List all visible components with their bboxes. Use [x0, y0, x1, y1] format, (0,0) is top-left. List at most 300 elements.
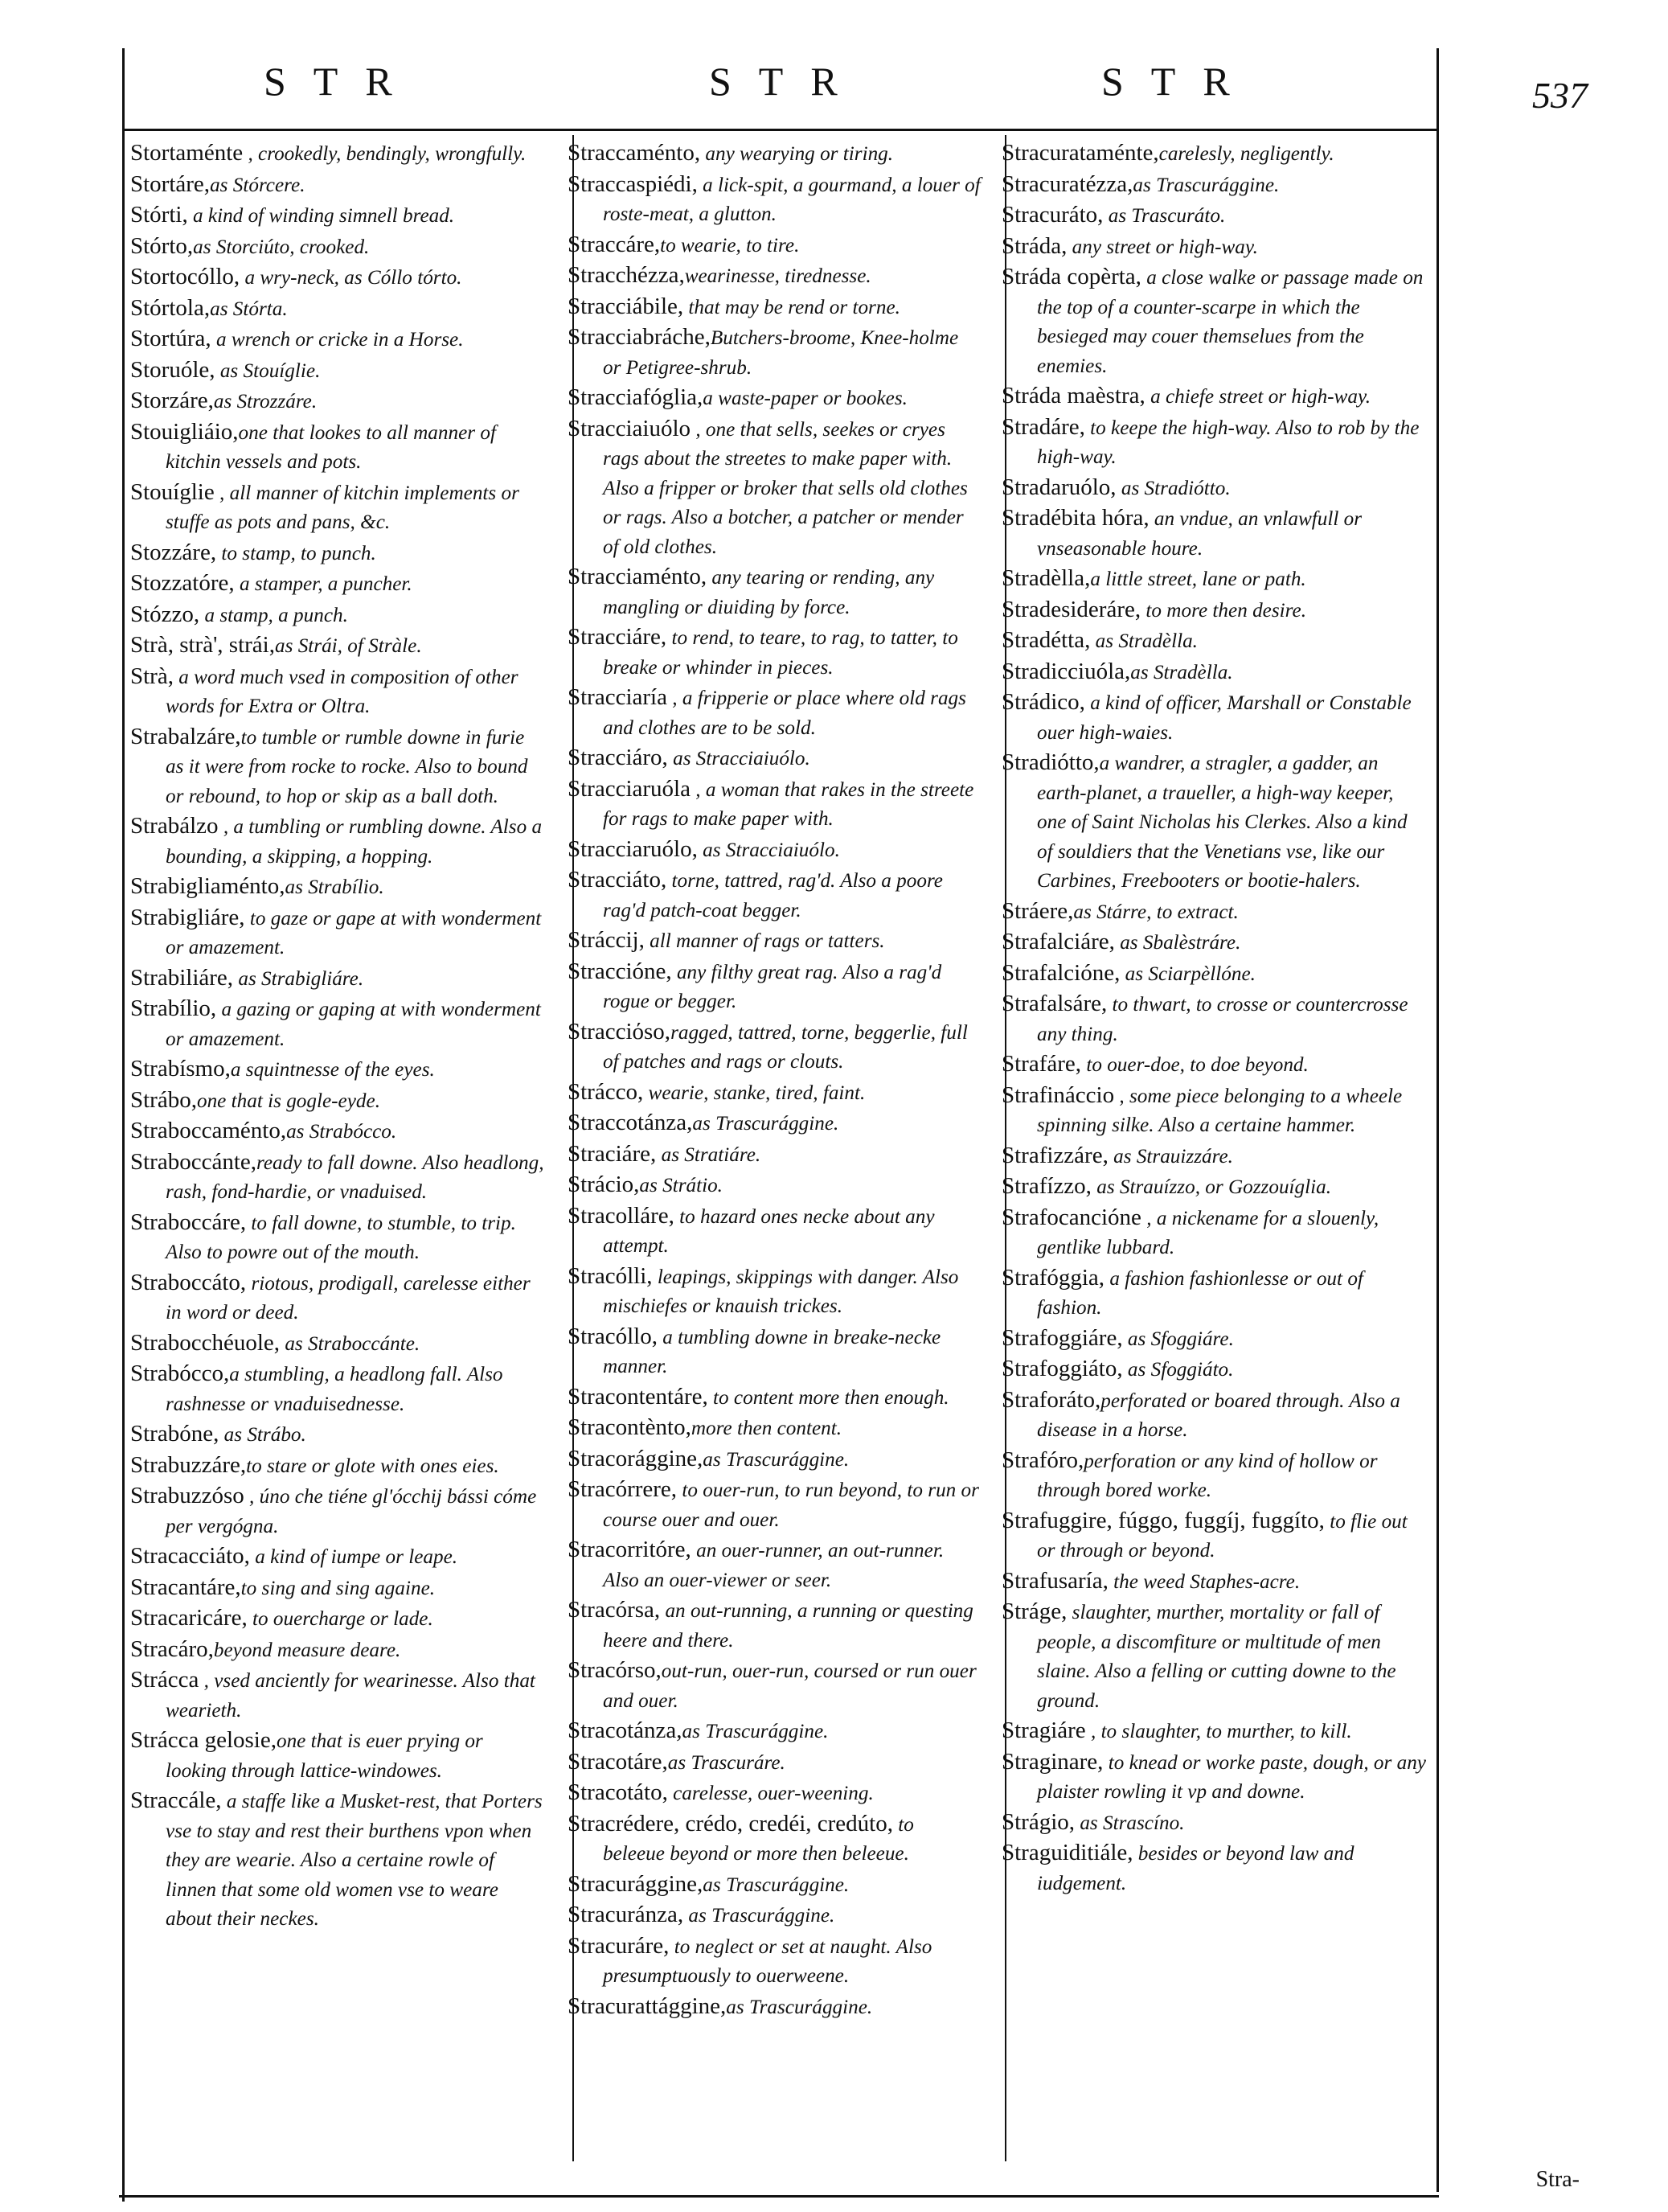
dictionary-entry: [1002, 1141, 1426, 1172]
entry-definition: as Stradèlla.: [1090, 630, 1198, 652]
dictionary-entry: [568, 562, 981, 622]
dictionary-entry: [130, 1328, 545, 1360]
dictionary-entry: [568, 1322, 981, 1382]
dictionary-entry: [1002, 1354, 1426, 1385]
entry-definition: as Strascíno.: [1075, 1812, 1185, 1834]
dictionary-entry: [1002, 1808, 1426, 1839]
entry-headword: Strafalciáre,: [1002, 929, 1115, 954]
dictionary-entry: [1002, 1838, 1426, 1898]
dictionary-entry: [1002, 200, 1426, 232]
entry-definition: as Trascurággine.: [703, 1448, 850, 1471]
entry-definition: riotous, prodigall, carelesse either in word or deed.: [166, 1272, 531, 1324]
entry-headword: Stradébita hóra,: [1002, 505, 1150, 531]
entry-headword: Strácco,: [568, 1078, 644, 1105]
entry-definition: torne, tattred, rag'd. Also a poore rag'd patch-coat begger.: [603, 870, 943, 921]
entry-headword: Stracciabráche,: [568, 324, 711, 350]
entry-headword: Stráda,: [1002, 232, 1068, 259]
dictionary-entry: [568, 1475, 981, 1535]
dictionary-entry: [1002, 626, 1426, 657]
entry-definition: as Trascurággine.: [682, 1721, 829, 1742]
dictionary-entry: [568, 683, 981, 743]
entry-definition: more then content.: [691, 1418, 842, 1439]
dictionary-entry: [568, 1747, 981, 1779]
dictionary-entry: [568, 261, 981, 292]
entry-headword: Stracciáto,: [568, 867, 667, 893]
entry-definition: wearie, stanke, tired, faint.: [643, 1081, 866, 1104]
dictionary-entry: [130, 1116, 545, 1147]
dictionary-entry: [568, 414, 981, 563]
entry-definition: all manner of rags or tatters.: [644, 930, 885, 952]
entry-definition: an vndue, an vnlawfull or vnseasonable houre.: [1037, 508, 1363, 560]
dictionary-entry: [568, 1595, 981, 1656]
entry-definition: , a fripperie or place where old rags and clothes are to be sold.: [603, 687, 966, 739]
dictionary-entry: [1002, 170, 1426, 201]
entry-headword: Stracontènto,: [568, 1414, 691, 1440]
dictionary-entry: [130, 1359, 545, 1419]
entry-headword: Stradiótto,: [1002, 749, 1100, 775]
entry-headword: Strà,: [130, 663, 174, 689]
entry-headword: Strabiliáre,: [130, 964, 234, 991]
entry-definition: any street or high-way.: [1067, 236, 1258, 258]
entry-headword: Strácca gelosie,: [130, 1727, 277, 1753]
entry-headword: Stradèlla,: [1002, 565, 1091, 591]
entry-headword: Stracciáre,: [568, 624, 667, 650]
dictionary-entry: [130, 1054, 545, 1085]
dictionary-entry: [1002, 1566, 1426, 1598]
dictionary-entry: [1002, 1506, 1426, 1566]
entry-headword: Stracurataménte,: [1002, 140, 1159, 166]
entry-headword: Stracórsa,: [568, 1597, 661, 1623]
entry-definition: a stamp, a punch.: [199, 604, 348, 626]
dictionary-entry: [568, 292, 981, 323]
entry-headword: Stracáro,: [130, 1635, 214, 1662]
dictionary-entry: [130, 903, 545, 963]
entry-headword: Straciáre,: [568, 1140, 657, 1167]
entry-headword: Stortáre,: [130, 170, 211, 197]
entry-definition: as Trascurággine.: [683, 1905, 835, 1927]
entry-definition: carelesly, negligently.: [1158, 143, 1334, 165]
entry-definition: as Stradiótto.: [1116, 477, 1231, 499]
entry-definition: to ouer-run, to run beyond, to run or course ouer and ouer.: [603, 1479, 979, 1531]
entry-headword: Straccotánza,: [568, 1110, 693, 1135]
entry-definition: carelesse, ouer-weening.: [667, 1783, 874, 1804]
entry-headword: Strabísmo,: [130, 1056, 231, 1081]
entry-definition: as Trascurággine.: [703, 1873, 850, 1896]
entry-definition: to fall downe, to stumble, to trip. Also to powre out of the mouth.: [166, 1212, 516, 1263]
entry-definition: a word much vsed in composition of other words for Extra or Oltra.: [166, 666, 518, 717]
entry-definition: , a nickename for a slouenly, gentlike lubbard.: [1037, 1207, 1379, 1258]
entry-definition: as Trascuráto.: [1103, 205, 1226, 227]
entry-headword: Stracaricáre,: [130, 1605, 248, 1631]
entry-definition: to beleeue beyond or more then beleeue.: [603, 1813, 914, 1865]
entry-definition: Butchers-broome, Knee-holme or Petigree-shrub.: [603, 327, 959, 379]
entry-headword: Strabócco,: [130, 1360, 230, 1386]
entry-definition: the weed Staphes-acre.: [1108, 1570, 1301, 1593]
entry-headword: Stracciaiuólo: [568, 415, 691, 441]
entry-headword: Stortaménte: [130, 140, 244, 166]
entry-headword: Stracacciáto,: [130, 1543, 250, 1569]
column-1: [130, 138, 545, 1935]
entry-headword: Strabuzzáre,: [130, 1451, 247, 1478]
entry-definition: as Stórta.: [210, 298, 288, 320]
entry-headword: Stradétta,: [1002, 627, 1091, 653]
dictionary-entry: [130, 538, 545, 569]
right-border-rule: [1436, 48, 1439, 2192]
entry-headword: Strácca: [130, 1667, 199, 1693]
dictionary-entry: [130, 478, 545, 538]
entry-definition: , a woman that rakes in the streete for rags to make paper with.: [603, 778, 974, 830]
entry-definition: as Stracciaiuólo.: [697, 839, 840, 861]
dictionary-entry: [130, 811, 545, 872]
header-rule: [122, 129, 1437, 131]
entry-headword: Straboccáre,: [130, 1209, 247, 1235]
entry-definition: slaughter, murther, mortality or fall of people, a discomfiture or multitude of men slaine. Also a felling or cutting downe to the ground.: [1037, 1602, 1396, 1712]
entry-definition: to knead or worke paste, dough, or any plaister rowling it vp and downe.: [1037, 1751, 1426, 1803]
entry-definition: a wandrer, a stragler, a gadder, an earth-planet, a traueller, a high-way keeper, one of Saint Nicholas his Clerkes. Also a kind of souldiers that the Venetians vse, like our Carbines, Freebooters or bootie-halers.: [1037, 753, 1408, 892]
entry-headword: Strabalzáre,: [130, 723, 241, 749]
entry-definition: a chiefe street or high-way.: [1145, 386, 1371, 408]
entry-definition: , a tumbling or rumbling downe. Also a bounding, a skipping, a hopping.: [166, 816, 543, 868]
entry-headword: Stracotánza,: [568, 1717, 682, 1743]
dictionary-entry: [568, 1170, 981, 1201]
dictionary-entry: [568, 1809, 981, 1869]
entry-headword: Stracórso,: [568, 1657, 662, 1683]
entry-headword: Strafoggiáto,: [1002, 1356, 1123, 1381]
dictionary-entry: [130, 262, 545, 293]
entry-headword: Stracurággine,: [568, 1870, 703, 1897]
entry-definition: to gaze or gape at with wonderment or amazement.: [166, 907, 542, 958]
entry-definition: as Sfoggiáto.: [1122, 1359, 1234, 1381]
entry-headword: Strágio,: [1002, 1808, 1076, 1835]
entry-headword: Stracciaruóla: [568, 775, 691, 802]
entry-headword: Stortúra,: [130, 326, 211, 351]
entry-definition: to content more then enough.: [707, 1386, 949, 1409]
dictionary-entry: [1002, 927, 1426, 958]
entry-headword: Stracorággine,: [568, 1445, 703, 1471]
entry-headword: Stracciaría: [568, 684, 667, 710]
entry-definition: a stamper, a puncher.: [234, 573, 412, 595]
entry-headword: Stráccij,: [568, 927, 645, 953]
dictionary-entry: [568, 925, 981, 957]
dictionary-entry: [568, 957, 981, 1017]
entry-definition: to keepe the high-way. Also to rob by the high-way.: [1037, 417, 1420, 468]
entry-definition: as Strozzáre.: [213, 391, 318, 412]
entry-headword: Strabílio,: [130, 995, 217, 1021]
dictionary-entry: [1002, 473, 1426, 504]
entry-headword: Stracurattággine,: [568, 1992, 727, 2019]
dictionary-entry: [130, 293, 545, 325]
entry-headword: Strà, strà', strái,: [130, 632, 275, 658]
entry-headword: Strádico,: [1002, 689, 1085, 715]
dictionary-entry: [130, 1419, 545, 1451]
dictionary-entry: [1002, 657, 1426, 688]
dictionary-entry: [1002, 1049, 1426, 1081]
entry-headword: Stracontentáre,: [568, 1383, 708, 1410]
entry-headword: Strabigliaménto,: [130, 873, 285, 899]
dictionary-entry: [1002, 1263, 1426, 1324]
entry-definition: to tumble or rumble downe in furie as it were from rocke to rocke. Also to bound or rebound, to hop or skip as a ball doth.: [166, 726, 528, 807]
entry-definition: a waste-paper or bookes.: [703, 388, 908, 409]
dictionary-entry: [1002, 503, 1426, 564]
dictionary-entry: [568, 1869, 981, 1901]
entry-definition: a kind of winding simnell bread.: [187, 205, 455, 227]
entry-headword: Straboccaménto,: [130, 1118, 287, 1143]
entry-definition: as Trascurággine.: [1133, 174, 1280, 196]
dictionary-entry: [568, 1656, 981, 1716]
entry-definition: to sing and sing againe.: [240, 1577, 436, 1599]
entry-headword: Straccaménto,: [568, 140, 701, 166]
entry-headword: Strafáre,: [1002, 1051, 1082, 1077]
dictionary-entry: [130, 722, 545, 812]
entry-headword: Stózzo,: [130, 601, 200, 627]
entry-definition: as Stouíglie.: [215, 359, 321, 382]
entry-headword: Stráda copèrta,: [1002, 264, 1141, 289]
entry-definition: to stare or glote with ones eies.: [246, 1455, 499, 1477]
dictionary-entry: [130, 630, 545, 662]
entry-headword: Strábo,: [130, 1086, 197, 1113]
dictionary-entry: [130, 1573, 545, 1604]
dictionary-entry: [568, 1108, 981, 1139]
dictionary-entry: [1002, 897, 1426, 928]
entry-definition: a lick-spit, a gourmand, a louer of roste-meat, a glutton.: [603, 174, 981, 225]
entry-headword: Stracotáre,: [568, 1748, 668, 1775]
dictionary-entry: [568, 743, 981, 774]
entry-definition: leapings, skippings with danger. Also mischiefes or knauish trickes.: [603, 1266, 959, 1317]
dictionary-entry: [130, 1268, 545, 1328]
dictionary-entry: [130, 324, 545, 355]
entry-definition: as Stracciaiuólo.: [667, 748, 810, 769]
entry-definition: a kind of iumpe or leape.: [249, 1546, 458, 1568]
catchword: Stra-: [1535, 2167, 1580, 2192]
dictionary-entry: [130, 1665, 545, 1726]
dictionary-entry: [568, 1778, 981, 1809]
entry-definition: to flie out or through or beyond.: [1037, 1510, 1408, 1562]
entry-headword: Strafoggiáre,: [1002, 1324, 1123, 1351]
entry-definition: as Strábo.: [219, 1424, 306, 1446]
entry-headword: Strabigliáre,: [130, 904, 245, 930]
dictionary-entry: [1002, 748, 1426, 897]
entry-headword: Strafuggire, fúggo, fuggíj, fuggíto,: [1002, 1507, 1325, 1533]
entry-headword: Strafusaría,: [1002, 1567, 1109, 1594]
dictionary-entry: [568, 1017, 981, 1077]
dictionary-entry: [568, 622, 981, 683]
entry-definition: to stamp, to punch.: [216, 542, 376, 564]
dictionary-entry: [130, 568, 545, 600]
entry-definition: a stumbling, a headlong fall. Also rashnesse or vnaduisednesse.: [166, 1364, 503, 1415]
entry-headword: Strabóne,: [130, 1421, 219, 1447]
dictionary-entry: [568, 322, 981, 383]
entry-headword: Stórti,: [130, 202, 188, 228]
dictionary-entry: [1002, 1716, 1426, 1747]
entry-definition: as Sciarpèllóne.: [1120, 962, 1256, 985]
entry-definition: one that is euer prying or looking through lattice-windowes.: [166, 1730, 483, 1782]
header-center: STR: [709, 59, 865, 104]
dictionary-entry: [568, 383, 981, 414]
entry-headword: Stracuratézza,: [1002, 170, 1133, 197]
entry-definition: as Strauizzáre.: [1108, 1145, 1233, 1168]
entry-headword: Stracciόso,: [568, 1018, 671, 1044]
page-number: 537: [1532, 75, 1588, 116]
entry-definition: ragged, tattred, torne, beggerlie, full of patches and rags or clouts.: [603, 1021, 968, 1073]
entry-headword: Straccaspiédi,: [568, 170, 698, 197]
dictionary-entry: [1002, 958, 1426, 990]
entry-headword: Stradesideráre,: [1002, 596, 1141, 622]
entry-definition: , some piece belonging to a wheele spinning silke. Also a certaine hammer.: [1037, 1085, 1403, 1136]
entry-definition: as Trascuráre.: [667, 1751, 785, 1774]
entry-definition: a staffe like a Musket-rest, that Porters vse to stay and rest their burthens vpon when they are wearie. Also a certaine rowle of linnen that some old women vse to weare about their neckes.: [166, 1791, 543, 1930]
entry-headword: Strafóro,: [1002, 1447, 1084, 1473]
entry-definition: as Strabigliáre.: [233, 967, 364, 990]
entry-headword: Straginare,: [1002, 1748, 1104, 1775]
entry-definition: an out-running, a running or questing heere and there.: [603, 1600, 973, 1652]
dictionary-entry: [568, 1262, 981, 1322]
left-border-rule: [122, 48, 125, 2202]
dictionary-entry: [1002, 989, 1426, 1049]
entry-headword: Stracciáro,: [568, 745, 668, 770]
dictionary-entry: [568, 170, 981, 230]
entry-definition: , all manner of kitchin implements or stuffe as pots and pans, &c.: [166, 482, 519, 533]
dictionary-entry: [568, 230, 981, 261]
dictionary-entry: [568, 1201, 981, 1262]
entry-headword: Stragiáre: [1002, 1717, 1086, 1743]
entry-definition: to hazard ones necke about any attempt.: [603, 1205, 935, 1257]
entry-definition: , úno che tiéne gl'ócchij bássi cóme per vergógna.: [166, 1486, 537, 1537]
entry-headword: Strafizzáre,: [1002, 1142, 1109, 1168]
entry-definition: an ouer-runner, an out-runner. Also an ouer-viewer or seer.: [603, 1540, 945, 1591]
dictionary-entry: [1002, 1324, 1426, 1355]
entry-definition: a squintnesse of the eyes.: [230, 1059, 435, 1081]
entry-headword: Stracuráto,: [1002, 202, 1104, 228]
entry-headword: Strabocchéuole,: [130, 1329, 281, 1356]
entry-headword: Strabuzzóso: [130, 1483, 244, 1508]
entry-definition: as Strabócco.: [286, 1121, 397, 1143]
entry-headword: Straccáre,: [568, 231, 661, 257]
entry-definition: as Stratiáre.: [656, 1143, 761, 1166]
entry-headword: Stradáre,: [1002, 413, 1085, 440]
dictionary-entry: [1002, 412, 1426, 473]
entry-headword: Stozzáre,: [130, 539, 217, 565]
dictionary-entry: [130, 1147, 545, 1208]
entry-headword: Strabálzo: [130, 813, 219, 839]
entry-headword: Stracólli,: [568, 1262, 653, 1289]
entry-headword: Strafízzo,: [1002, 1173, 1092, 1199]
dictionary-entry: [568, 1077, 981, 1109]
entry-definition: any tearing or rending, any mangling or diuiding by force.: [603, 567, 935, 618]
entry-definition: a gazing or gaping at with wonderment or amazement.: [166, 999, 541, 1050]
entry-definition: as Strátio.: [639, 1175, 723, 1196]
entry-headword: Stracuráre,: [568, 1932, 670, 1959]
entry-definition: perforation or any kind of hollow or through bored worke.: [1037, 1450, 1378, 1501]
dictionary-entry: [1002, 1747, 1426, 1808]
entry-definition: as Straboccánte.: [280, 1332, 420, 1355]
entry-definition: , vsed anciently for wearinesse. Also that wearieth.: [166, 1670, 535, 1722]
dictionary-entry: [1002, 687, 1426, 748]
entry-definition: one that lookes to all manner of kitchin vessels and pots.: [166, 421, 496, 473]
dictionary-entry: [130, 1726, 545, 1786]
entry-headword: Stouigliáio,: [130, 418, 239, 445]
dictionary-entry: [568, 1992, 981, 2023]
entry-headword: Strafocancióne: [1002, 1204, 1141, 1230]
entry-definition: besides or beyond law and iudgement.: [1037, 1843, 1354, 1894]
entry-headword: Stracciafóglia,: [568, 384, 703, 410]
dictionary-entry: [1002, 1597, 1426, 1716]
entry-definition: a little street, lane or path.: [1090, 568, 1306, 590]
dictionary-entry: [568, 774, 981, 835]
dictionary-entry: [130, 1085, 545, 1117]
entry-headword: Straboccánte,: [130, 1148, 257, 1175]
entry-definition: to ouercharge or lade.: [247, 1608, 433, 1630]
entry-definition: as Storciúto, crooked.: [193, 236, 370, 258]
dictionary-entry: [568, 1931, 981, 1992]
dictionary-entry: [130, 1786, 545, 1935]
entry-definition: as Sfoggiáre.: [1122, 1328, 1234, 1350]
entry-headword: Stracchézza,: [568, 262, 685, 288]
dictionary-entry: [1002, 1081, 1426, 1141]
entry-definition: to ouer-doe, to doe beyond.: [1081, 1054, 1309, 1076]
entry-headword: Stracuránza,: [568, 1902, 684, 1927]
entry-headword: Straccále,: [130, 1787, 222, 1813]
entry-definition: as Stradèlla.: [1130, 661, 1233, 683]
entry-headword: Stradicciuóla,: [1002, 658, 1131, 684]
dictionary-entry: [1002, 1203, 1426, 1263]
dictionary-entry: [1002, 381, 1426, 412]
entry-headword: Stradaruólo,: [1002, 474, 1117, 500]
entry-definition: a wrench or cricke in a Horse.: [211, 329, 464, 351]
dictionary-entry: [130, 872, 545, 903]
entry-definition: as Stárre, to extract.: [1073, 901, 1239, 923]
entry-definition: as Trascurággine.: [692, 1113, 839, 1135]
dictionary-entry: [130, 1541, 545, 1573]
entry-definition: to wearie, to tire.: [660, 234, 800, 256]
dictionary-entry: [130, 1635, 545, 1666]
entry-definition: a fashion fashionlesse or out of fashion.: [1037, 1267, 1363, 1319]
entry-headword: Stracciábile,: [568, 293, 684, 319]
entry-headword: Stráda maèstra,: [1002, 383, 1145, 408]
dictionary-entry: [568, 1139, 981, 1171]
entry-headword: Stráge,: [1002, 1598, 1068, 1624]
dictionary-entry: [130, 1451, 545, 1482]
dictionary-entry: [1002, 564, 1426, 595]
dictionary-entry: [1002, 232, 1426, 263]
dictionary-entry: [130, 170, 545, 201]
entry-definition: out-run, ouer-run, coursed or run ouer and ouer.: [603, 1660, 977, 1712]
entry-definition: to more then desire.: [1141, 599, 1306, 622]
dictionary-entry: [568, 1900, 981, 1931]
entry-headword: Stráere,: [1002, 897, 1074, 924]
entry-headword: Strafalsáre,: [1002, 991, 1108, 1016]
entry-definition: any wearying or tiring.: [700, 143, 894, 165]
dictionary-entry: [568, 1413, 981, 1444]
entry-definition: ready to fall downe. Also headlong, rash, fond-hardie, or vnaduised.: [166, 1151, 544, 1203]
entry-definition: as Stórcere.: [210, 174, 305, 196]
dictionary-entry: [568, 865, 981, 925]
entry-definition: to neglect or set at naught. Also presumptuously to ouerweene.: [603, 1935, 932, 1987]
dictionary-entry: [130, 1481, 545, 1541]
entry-headword: Straboccáto,: [130, 1269, 247, 1295]
dictionary-entry: [130, 386, 545, 417]
entry-definition: one that is gogle-eyde.: [196, 1090, 380, 1112]
dictionary-entry: [568, 835, 981, 866]
dictionary-entry: [568, 1382, 981, 1414]
entry-headword: Stórtola,: [130, 294, 211, 321]
entry-definition: to thwart, to crosse or countercrosse any thing.: [1037, 994, 1408, 1045]
header-right: STR: [1101, 59, 1257, 104]
dictionary-entry: [568, 1444, 981, 1475]
header-left: STR: [264, 59, 420, 104]
dictionary-entry: [1002, 1172, 1426, 1203]
entry-headword: Storuóle,: [130, 356, 215, 383]
entry-headword: Strafalcióne,: [1002, 959, 1121, 986]
